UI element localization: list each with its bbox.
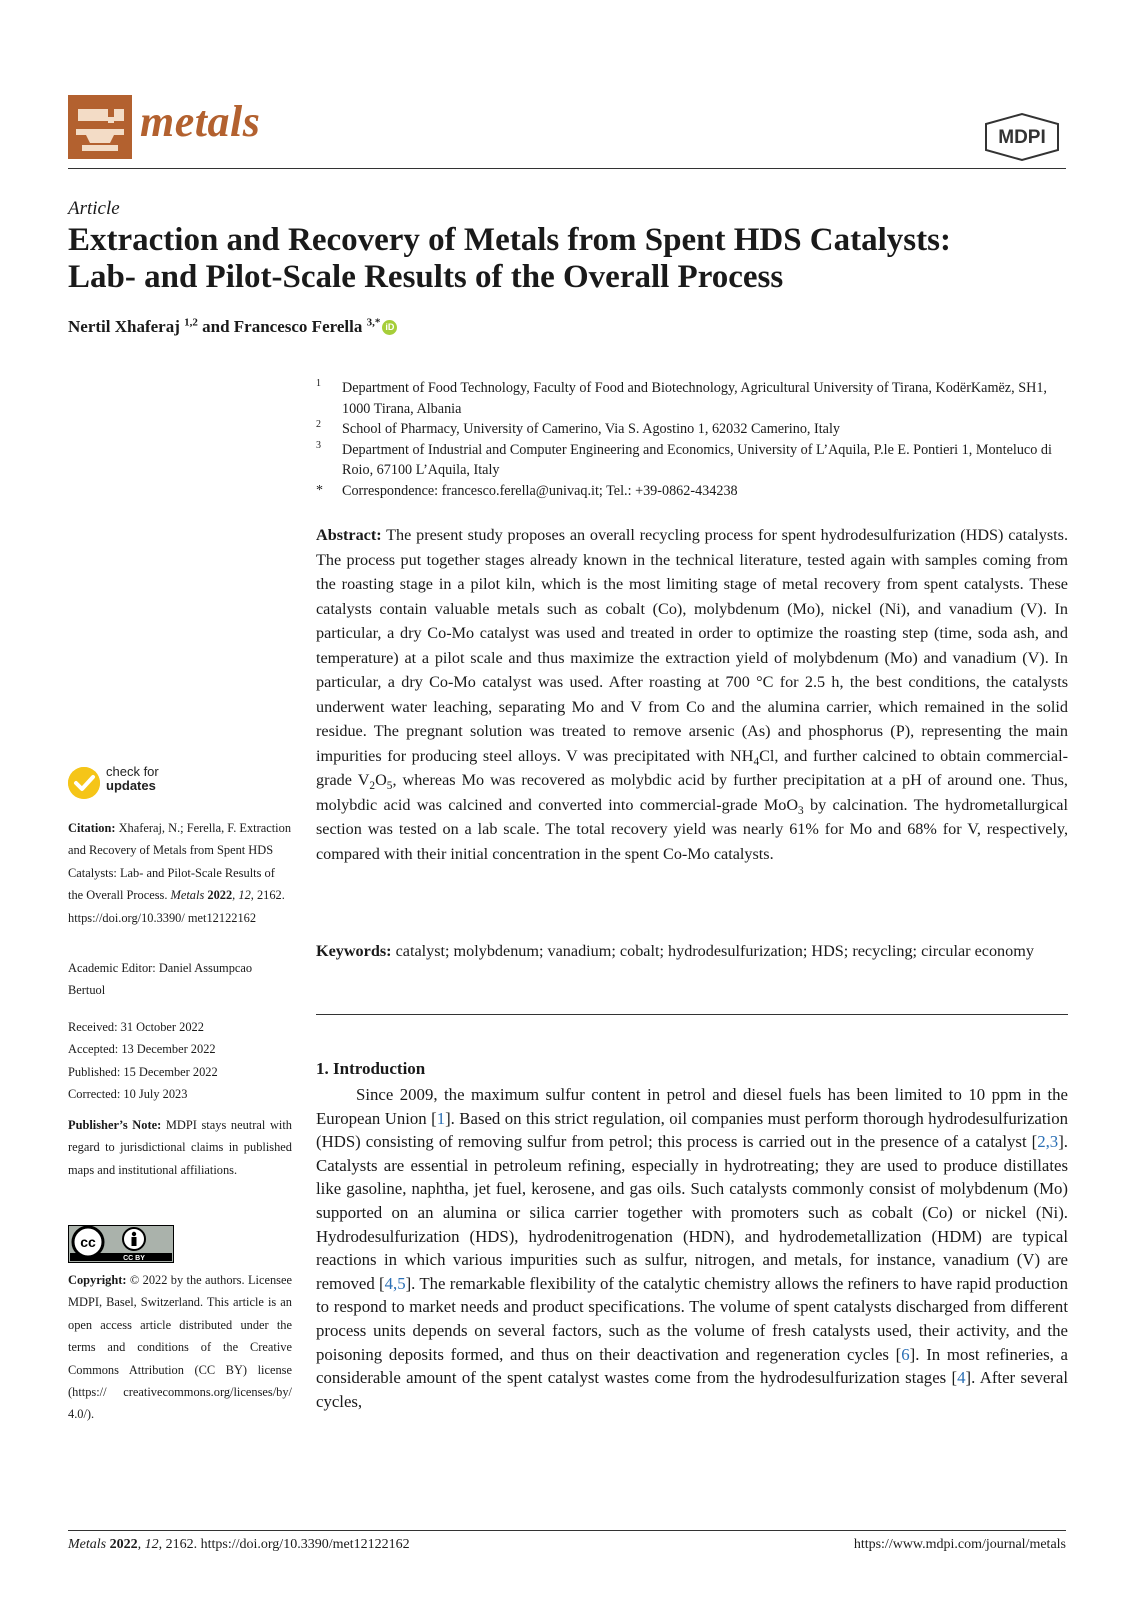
citation-link[interactable]: 4 (957, 1368, 966, 1388)
affiliation-number: 1 (316, 378, 321, 389)
intro-text-4: ]. The remarkable flexibility of the catalytic chemistry allows the refiners to have rapid production to respond to market needs and product specifications. The volume of spent catalysts discharged from different process units depends on several factors, such as the volume of fresh catalysts used, their activity, and the poisoning deposits formed, and thus on their deactivation and regeneration cycles [ (316, 1273, 1068, 1364)
title-line-1: Extraction and Recovery of Metals from Spent HDS Catalysts: (68, 222, 951, 258)
affiliation-text: Department of Industrial and Computer Engineering and Economics, University of L’Aquila, P.le E. Pontieri 1, Monteluco di Roio, 67100 L’Aquila, Italy (342, 441, 1052, 478)
intro-text-3: ]. Catalysts are essential in petroleum refining, especially in hydrotreating; they are used to produce distillates like gasoline, naphtha, jet fuel, kerosene, and gas oils. Such catalysts commonly consist of molybdenum (Mo) supported on an alumina or silica carrier together with promoters such as cobalt (Co) or nickel (Ni). Hydrodesulfurization (HDS), hydrodenitrogenation (HDN), and hydrodemetallization (HDM) are typical reactions in which various impurities such as sulfur, nitrogen, and metals, for instance, vanadium (V) are removed [ (316, 1132, 1068, 1293)
author-1-affil: 1,2 (184, 316, 198, 329)
introduction-body (316, 1083, 1068, 1413)
cc-badge-text: CC BY (123, 1255, 145, 1262)
affiliation-text: School of Pharmacy, University of Camerino, Via S. Agostino 1, 62032 Camerino, Italy (342, 421, 841, 437)
abstract (316, 523, 1068, 866)
svg-text:cc: cc (80, 1234, 96, 1250)
intro-paragraph (316, 1083, 1068, 1413)
academic-editor: Academic Editor: Daniel Assumpcao Bertuol (68, 961, 253, 998)
article-type: Article (68, 198, 120, 219)
mdpi-logo (980, 112, 1064, 162)
abstract-sub-o5: 5 (386, 780, 393, 793)
affiliation-2 (316, 419, 1070, 440)
footer-year: 2022 (106, 1537, 138, 1552)
citation-year: 2022 (204, 888, 233, 903)
abstract-label: Abstract: (316, 526, 382, 544)
footer-journal-url[interactable]: https://www.mdpi.com/journal/metals (853, 1537, 1066, 1552)
date-accepted: Accepted: 13 December 2022 (68, 1042, 216, 1057)
citation-link[interactable]: 1 (436, 1108, 446, 1128)
journal-logo-icon (68, 95, 132, 159)
check-line-1: check for (106, 764, 159, 779)
author-conjunction: and (197, 317, 234, 336)
citation-journal: Metals (170, 888, 205, 903)
author-2[interactable]: Francesco Ferella (233, 317, 363, 336)
keywords-label: Keywords: (316, 942, 392, 960)
citation-label: Citation: (68, 821, 116, 835)
citation-link[interactable]: 6 (901, 1344, 910, 1364)
abstract-sub-nh4: 4 (753, 755, 760, 768)
copyright-label: Copyright: (68, 1273, 127, 1287)
abstract-text-2: Cl, and further calcined to obtain commercial-grade V (316, 746, 1068, 789)
date-published: Published: 15 December 2022 (68, 1064, 218, 1079)
cc-by-license-icon[interactable] (68, 1225, 174, 1263)
intro-text-6: ]. After several cycles, (316, 1368, 1068, 1411)
pubnote-text: MDPI stays neutral with regard to jurisdictional claims in published maps and institutional affiliations. (68, 1118, 292, 1177)
abstract-text-o: O (375, 771, 387, 789)
affiliation-1 (316, 378, 1070, 419)
intro-text-1: Since 2009, the maximum sulfur content in petrol and diesel fuels has been limited to 10 ppm in the European Union [ (316, 1085, 1068, 1128)
correspondence-marker: * (316, 482, 323, 498)
mdpi-logo-text: MDPI (998, 127, 1046, 148)
title-line-2: Lab- and Pilot-Scale Results of the Overall Process (68, 259, 784, 295)
footer-doi[interactable]: , 2162. https://doi.org/10.3390/met12122162 (158, 1537, 410, 1552)
keywords (316, 939, 1068, 964)
citation-text: Xhaferaj, N.; Ferella, F. Extraction and Recovery of Metals from Spent HDS Catalysts: Lab- and Pilot-Scale Results of the Overall Process. (68, 821, 292, 903)
orcid-icon[interactable]: iD (382, 320, 397, 335)
date-corrected: Corrected: 10 July 2023 (68, 1087, 188, 1102)
author-list (68, 317, 397, 337)
author-2-affil: 3,* (366, 316, 381, 329)
correspondence-text[interactable]: Correspondence: francesco.ferella@univaq.it; Tel.: +39-0862-434238 (342, 482, 738, 499)
affiliations (316, 378, 1070, 501)
abstract-text-3: , whereas Mo was recovered as molybdic acid by further precipitation at a pH of around one. Thus, molybdic acid was calcined and converted into commercial-grade MoO (316, 771, 1068, 814)
abstract-text-4: by calcination. The hydrometallurgical section was tested on a lab scale. The total recovery yield was nearly 61% for Mo and 68% for V, respectively, compared with their initial concentration in the spent Co-Mo catalysts. (316, 795, 1068, 863)
header-divider (68, 168, 1066, 169)
author-1[interactable]: Nertil Xhaferaj (68, 317, 180, 336)
footer-citation (68, 1537, 410, 1553)
affiliation-3 (316, 440, 1070, 481)
check-line-2: updates (106, 778, 156, 793)
abstract-text-1: The present study proposes an overall recycling process for spent hydrodesulfurization (HDS) catalysts. The process put together stages already known in the technical literature, tested again with samples coming from the roasting stage in a pilot kiln, which is the most limiting stage of metal recovery from spent catalysts. These catalysts contain valuable metals such as cobalt (Co), molybdenum (Mo), nickel (Ni), and vanadium (V). In particular, a dry Co-Mo catalyst was used and treated in order to optimize the roasting step (time, soda ash, and temperature) at a pilot scale and thus maximize the extraction yield of molybdenum (Mo) and vanadium (V). In particular, a dry Co-Mo catalyst was used. After roasting at 700 °C for 2.5 h, the best conditions, the catalysts underwent water leaching, separating Mo and V from Co and the alumina carrier, which remained in the solid residue. The pregnant solution was treated to remove arsenic (As) and phosphorus (P), representing the main impurities for producing steel alloys. V was precipitated with NH (316, 526, 1068, 765)
footer-journal: Metals (68, 1537, 107, 1552)
citation-link[interactable]: 2,3 (1037, 1132, 1059, 1152)
footer-volume: , 12 (137, 1537, 159, 1552)
intro-text-5: ]. In most refineries, a considerable amount of the spent catalyst wastes come from the hydrodesulfurization stages [ (316, 1344, 1069, 1388)
affiliation-text: Department of Food Technology, Faculty of Food and Biotechnology, Agricultural University of Tirana, KodërKamëz, SH1, 1000 Tirana, Albania (342, 380, 1047, 417)
publishers-note (68, 1114, 292, 1181)
journal-name: metals (140, 97, 261, 146)
copyright-block (68, 1269, 292, 1426)
citation-doi[interactable]: , 2162. https://doi.org/10.3390/ met12122162 (68, 888, 285, 925)
correspondence (316, 481, 1070, 502)
keywords-text: catalyst; molybdenum; vanadium; cobalt; hydrodesulfurization; HDS; recycling; circular economy (391, 942, 1034, 960)
check-for-updates-label[interactable] (106, 765, 159, 793)
intro-text-2: ]. Based on this strict regulation, oil companies must perform thorough hydrodesulfurization (HDS) consisting of removing sulfur from petrol; this process is carried out in the presence of a catalyst [ (316, 1108, 1068, 1152)
article-dates (68, 1016, 292, 1106)
affiliation-number: 2 (316, 419, 321, 430)
affiliation-number: 3 (316, 439, 321, 451)
citation-block (68, 817, 292, 929)
footer-divider (68, 1530, 1066, 1531)
date-received: Received: 31 October 2022 (68, 1020, 204, 1034)
citation-link[interactable]: 4,5 (384, 1273, 406, 1293)
abstract-sub-mo3: 3 (798, 804, 804, 817)
abstract-sub-v2: 2 (369, 780, 376, 793)
section-heading-introduction: 1. Introduction (316, 1059, 426, 1078)
check-for-updates-icon[interactable] (68, 767, 100, 799)
pubnote-label: Publisher’s Note: (68, 1118, 162, 1132)
article-title (68, 222, 1068, 296)
copyright-text: © 2022 by the authors. Licensee MDPI, Basel, Switzerland. This article is an open access article distributed under the terms and conditions of the Creative Commons Attribution (CC BY) license (https:// creativecommons.org/licenses/by/ 4.0/). (68, 1273, 292, 1422)
citation-volume: , 12 (232, 888, 251, 903)
section-divider (316, 1014, 1068, 1015)
